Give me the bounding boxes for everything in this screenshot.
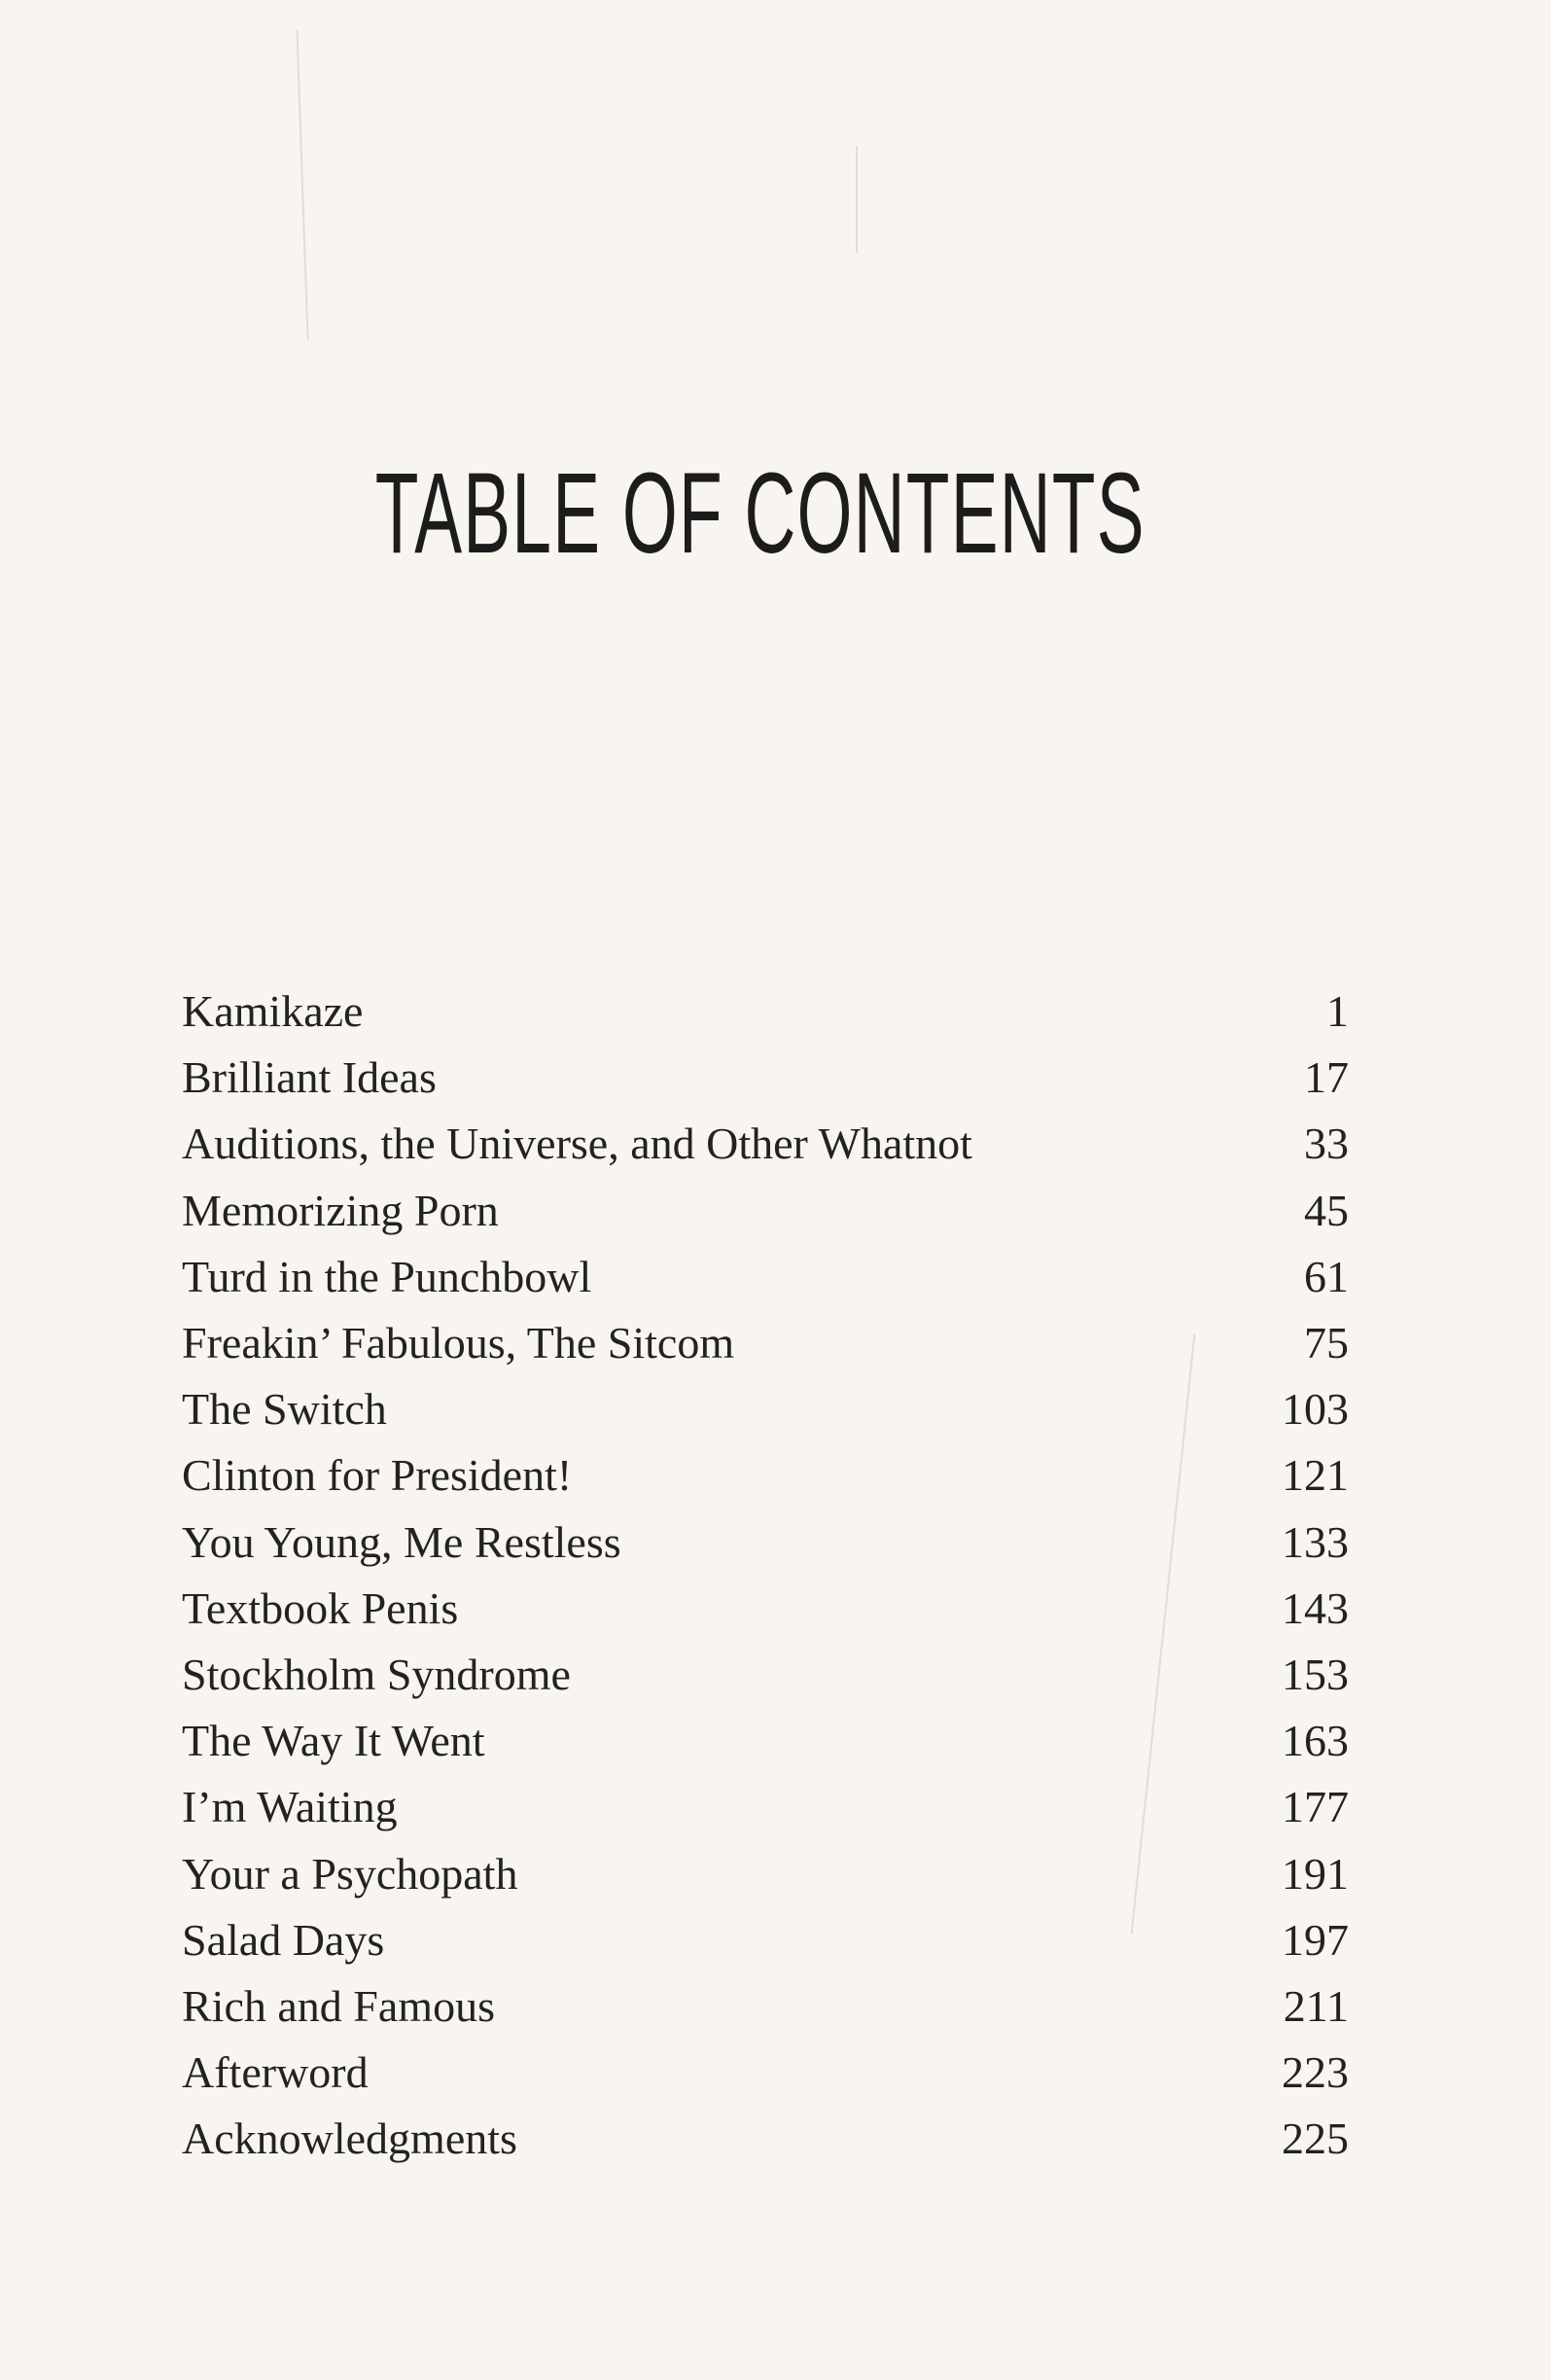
toc-entry-title: Kamikaze (182, 986, 364, 1037)
toc-entry (182, 1510, 1349, 1576)
toc-entry-page: 121 (1282, 1450, 1349, 1501)
toc-entry-title: Clinton for President! (182, 1450, 573, 1501)
toc-entry-page: 133 (1282, 1516, 1349, 1567)
toc-entry-page: 191 (1282, 1848, 1349, 1899)
toc-entry-title: Textbook Penis (182, 1582, 459, 1633)
toc-entry (182, 1111, 1349, 1177)
paper-scratch (856, 146, 858, 253)
toc-entry (182, 978, 1349, 1045)
toc-entry-page: 153 (1282, 1649, 1349, 1699)
toc-entry-page: 163 (1282, 1716, 1349, 1766)
toc-entry (182, 1376, 1349, 1442)
toc-entry-title: Stockholm Syndrome (182, 1649, 571, 1699)
toc-entry-title: Brilliant Ideas (182, 1052, 437, 1103)
toc-entry-title: You Young, Me Restless (182, 1516, 621, 1567)
toc-entry (182, 1244, 1349, 1310)
toc-entry-title: Turd in the Punchbowl (182, 1251, 592, 1301)
toc-entry (182, 1178, 1349, 1244)
toc-list (182, 978, 1349, 2172)
toc-entry-title: Salad Days (182, 1914, 385, 1965)
toc-entry (182, 2040, 1349, 2106)
toc-entry-title: Freakin’ Fabulous, The Sitcom (182, 1318, 735, 1368)
toc-entry-title: The Switch (182, 1384, 387, 1435)
toc-entry (182, 1576, 1349, 1642)
toc-entry-page: 197 (1282, 1914, 1349, 1965)
toc-entry-title: Afterword (182, 2047, 369, 2098)
toc-entry-page: 33 (1304, 1119, 1349, 1169)
toc-entry-page: 45 (1304, 1185, 1349, 1235)
toc-entry (182, 1045, 1349, 1111)
toc-entry (182, 1442, 1349, 1509)
toc-entry-page: 225 (1282, 2114, 1349, 2164)
page-title-text: TABLE OF CONTENTS (374, 449, 1146, 578)
toc-entry-page: 103 (1282, 1384, 1349, 1435)
toc-entry (182, 1907, 1349, 1973)
toc-entry-page: 17 (1304, 1052, 1349, 1103)
toc-entry-title: Memorizing Porn (182, 1185, 499, 1235)
toc-entry-page: 1 (1326, 986, 1349, 1037)
toc-entry (182, 1840, 1349, 1906)
toc-entry-title: Rich and Famous (182, 1980, 495, 2031)
toc-entry-title: I’m Waiting (182, 1782, 398, 1832)
toc-entry (182, 1310, 1349, 1376)
toc-entry-page: 223 (1282, 2047, 1349, 2098)
paper-scratch (296, 29, 308, 340)
toc-entry-page: 143 (1282, 1582, 1349, 1633)
toc-entry-page: 75 (1304, 1318, 1349, 1368)
toc-entry (182, 1708, 1349, 1774)
toc-entry-title: Your a Psychopath (182, 1848, 518, 1899)
toc-entry (182, 1642, 1349, 1708)
toc-entry (182, 2106, 1349, 2172)
toc-entry-page: 61 (1304, 1251, 1349, 1301)
toc-entry-page: 177 (1282, 1782, 1349, 1832)
toc-entry-title: The Way It Went (182, 1716, 485, 1766)
toc-entry-title: Auditions, the Universe, and Other Whatnot (182, 1119, 972, 1169)
toc-entry-title: Acknowledgments (182, 2114, 517, 2164)
page-title (374, 449, 1146, 578)
toc-entry (182, 1774, 1349, 1840)
toc-entry (182, 1973, 1349, 2040)
toc-entry-page: 211 (1283, 1980, 1349, 2031)
